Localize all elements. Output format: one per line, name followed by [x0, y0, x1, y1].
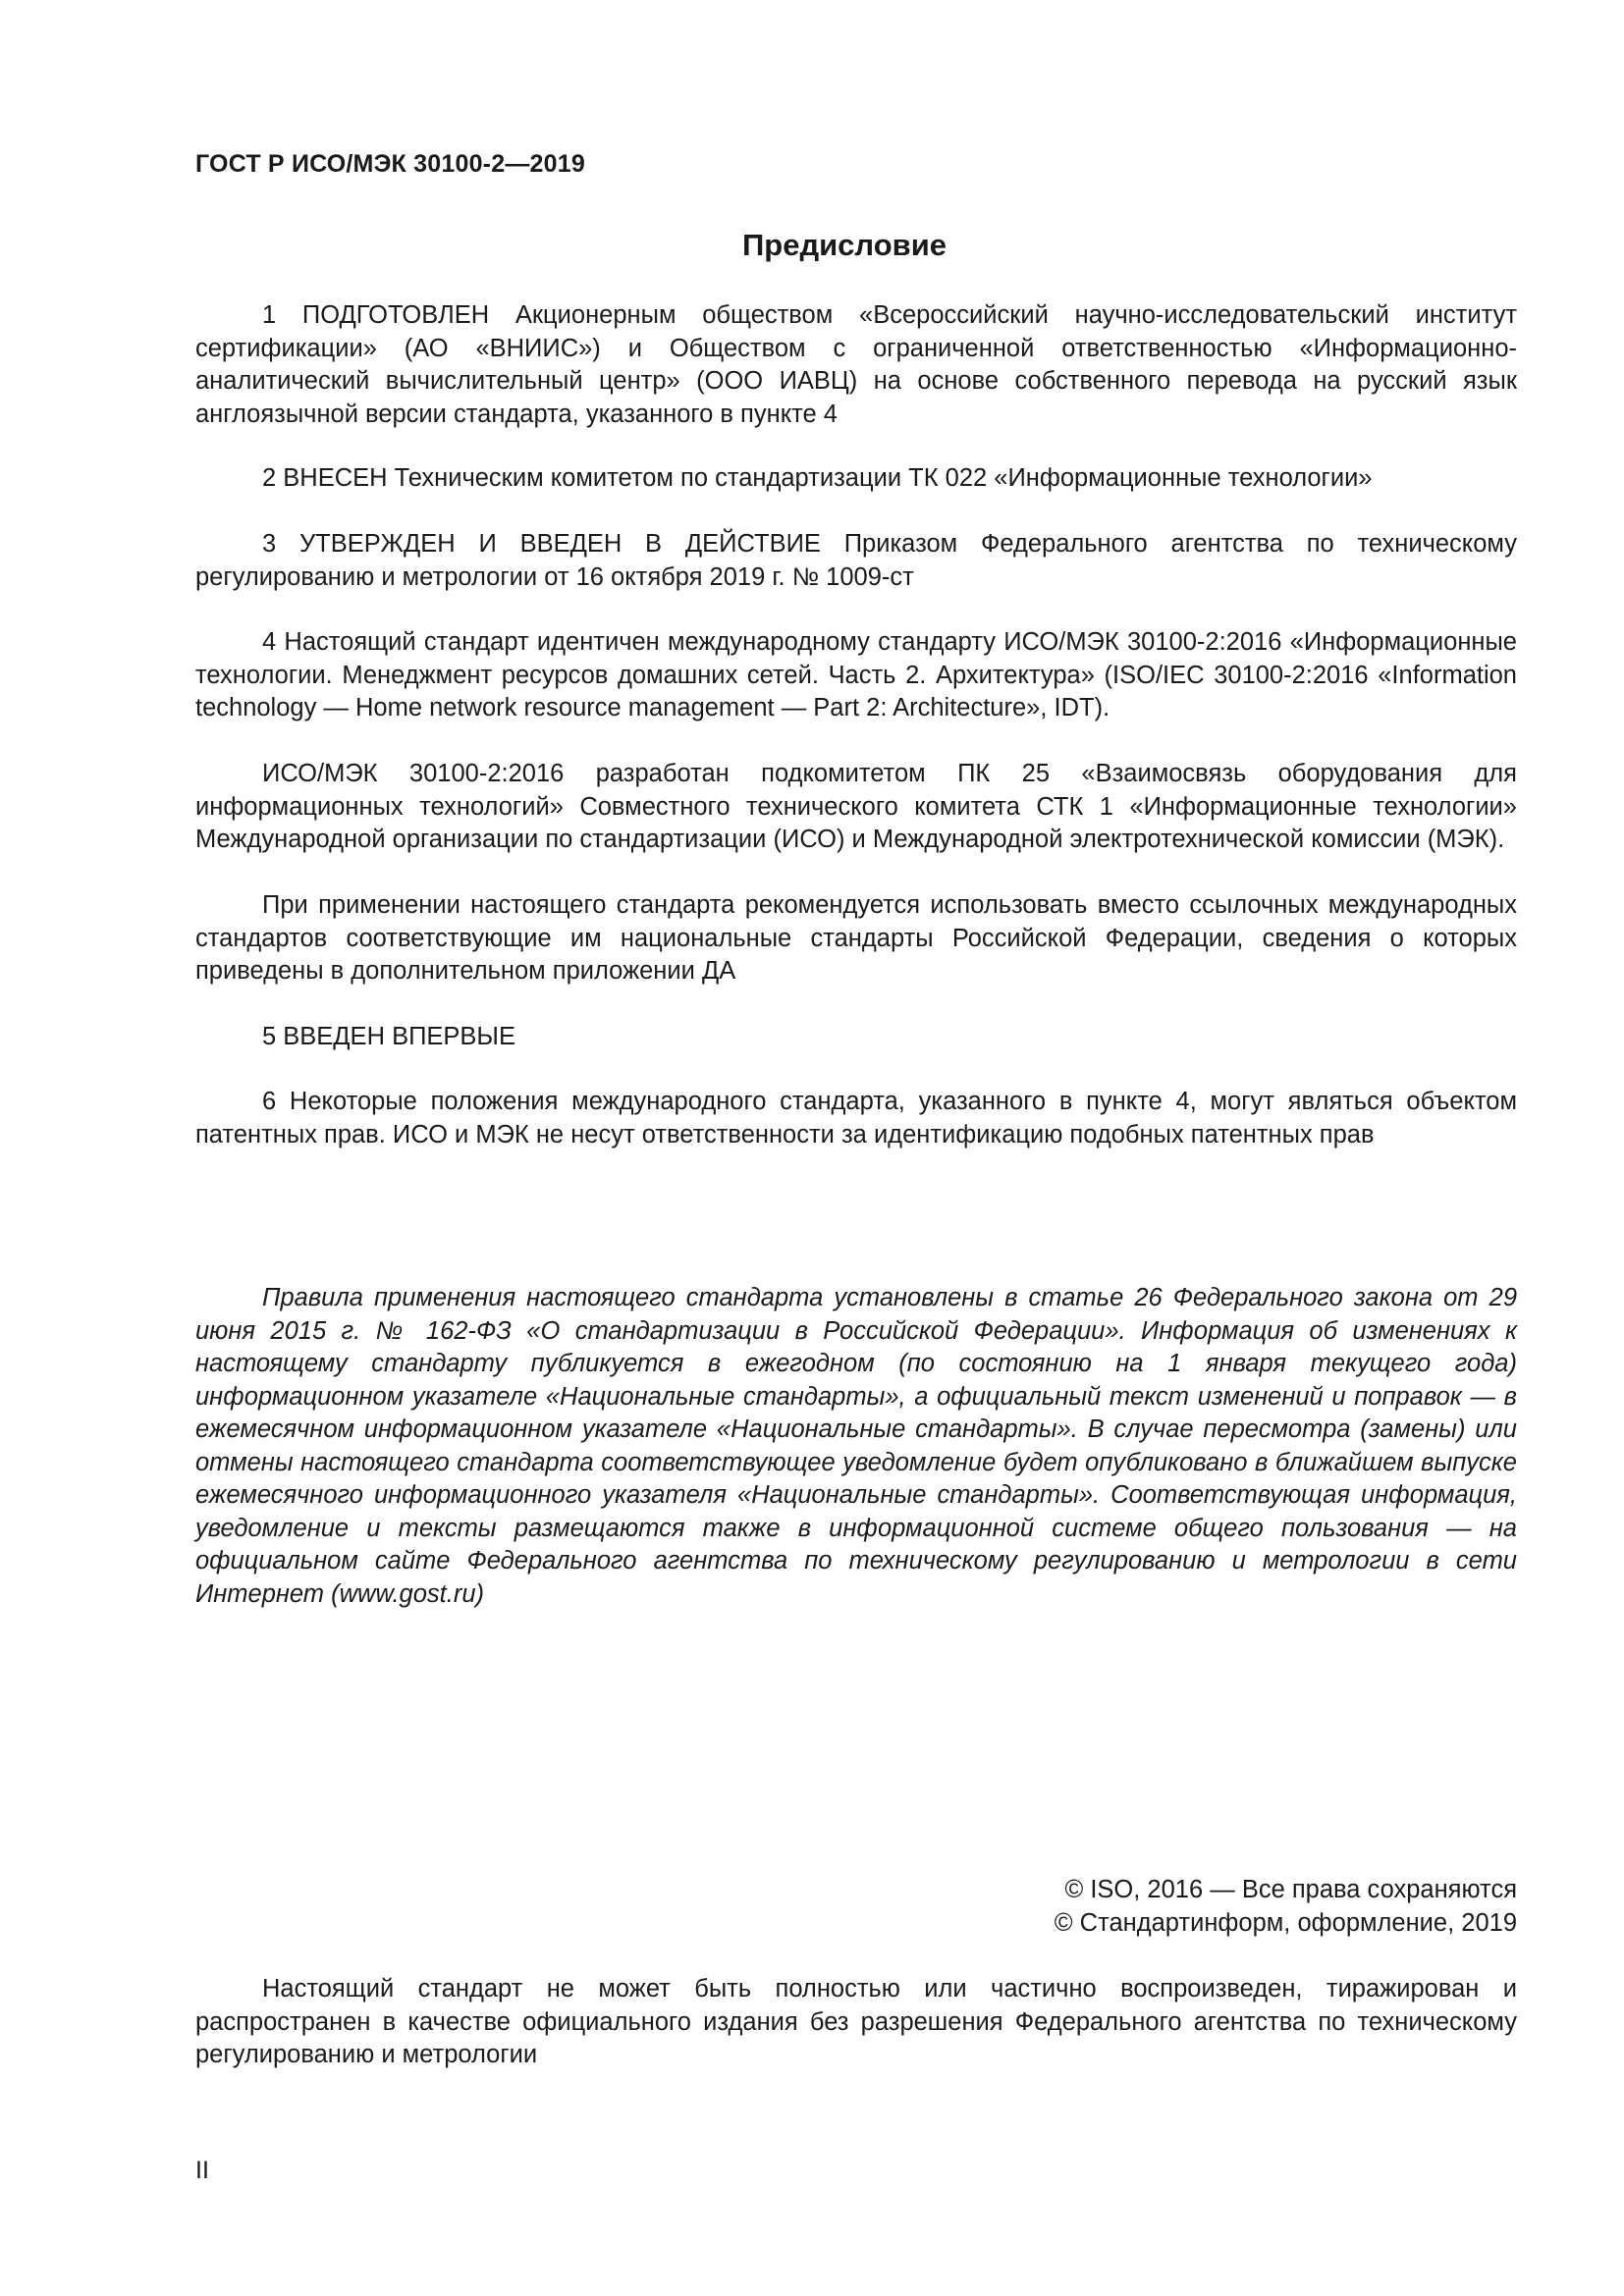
foreword-item-4-developer: ИСО/МЭК 30100-2:2016 разработан подкомитетом ПК 25 «Взаимосвязь оборудования для информационных технологий» Совместного технического комитета СТК 1 «Информационные технологии» Международной организации по стандартизации (ИСО) и Международной электротехнической комиссии (МЭК). [195, 760, 1517, 853]
foreword-item-1: 1 ПОДГОТОВЛЕН Акционерным обществом «Всероссийский научно-исследовательский институт сертификации» (АО «ВНИИС») и Обществом с ограниченной ответственностью «Информационно-аналитический вычислительный центр» (ООО ИАВЦ) на основе собственного перевода на русский язык англоязычной версии стандарта, указанного в пункте 4 [195, 301, 1517, 428]
reproduction-notice: Настоящий стандарт не может быть полностью или частично воспроизведен, тиражирован и распространен в качестве официального издания без разрешения Федерального агентства по техническому регулированию и метрологии [195, 1975, 1517, 2068]
foreword-item-4: 4 Настоящий стандарт идентичен международному стандарту ИСО/МЭК 30100-2:2016 «Информационные технологии. Менеджмент ресурсов домашних сетей. Часть 2. Архитектура» (ISO/IEC 30100-2:2016 «Information technology — Home network resource management — Part 2: Architecture», IDT). [195, 628, 1517, 721]
standard-code-header: ГОСТ Р ИСО/МЭК 30100-2—2019 [195, 150, 585, 178]
foreword-item-6: 6 Некоторые положения международного стандарта, указанного в пункте 4, могут являться объектом патентных прав. ИСО и МЭК не несут ответственности за идентификацию подобных патентных прав [195, 1088, 1517, 1148]
foreword-item-4-application: При применении настоящего стандарта рекомендуется использовать вместо ссылочных международных стандартов соответствующие им национальные стандарты Российской Федерации, сведения о которых приведены в дополнительном приложении ДА [195, 891, 1517, 985]
iso-copyright: © ISO, 2016 — Все права сохраняются [1064, 1876, 1517, 1903]
foreword-item-5: 5 ВВЕДЕН ВПЕРВЫЕ [262, 1023, 516, 1050]
page-title: Предисловие [741, 228, 947, 262]
rules-of-application-note: Правила применения настоящего стандарта установлены в статье 26 Федерального закона от 29 июня 2015 г. № 162-ФЗ «О стандартизации в Российской Федерации». Информация об изменениях к настоящему стандарту публикуется в ежегодном (по состоянию на 1 января текущего года) информационном указателе «Национальные стандарты», а официальный текст изменений и поправок — в ежемесячном информационном указателе «Национальные стандарты». В случае пересмотра (замены) или отмены настоящего стандарта соответствующее уведомление будет опубликовано в ближайшем выпуске ежемесячного информационного указателя «Национальные стандарты». Соответствующая информация, уведомление и тексты размещаются также в информационной системе общего пользования — на официальном сайте Федерального агентства по техническому регулированию и метрологии в сети Интернет (www.gost.ru) [195, 1284, 1517, 1608]
foreword-item-2: 2 ВНЕСЕН Техническим комитетом по стандартизации ТК 022 «Информационные технологии» [262, 464, 1373, 492]
page-number: II [195, 2157, 209, 2184]
foreword-item-3: 3 УТВЕРЖДЕН И ВВЕДЕН В ДЕЙСТВИЕ Приказом Федерального агентства по техническому регулированию и метрологии от 16 октября 2019 г. № 1009-ст [195, 530, 1517, 591]
standartinform-copyright: © Стандартинформ, оформление, 2019 [1054, 1909, 1517, 1937]
